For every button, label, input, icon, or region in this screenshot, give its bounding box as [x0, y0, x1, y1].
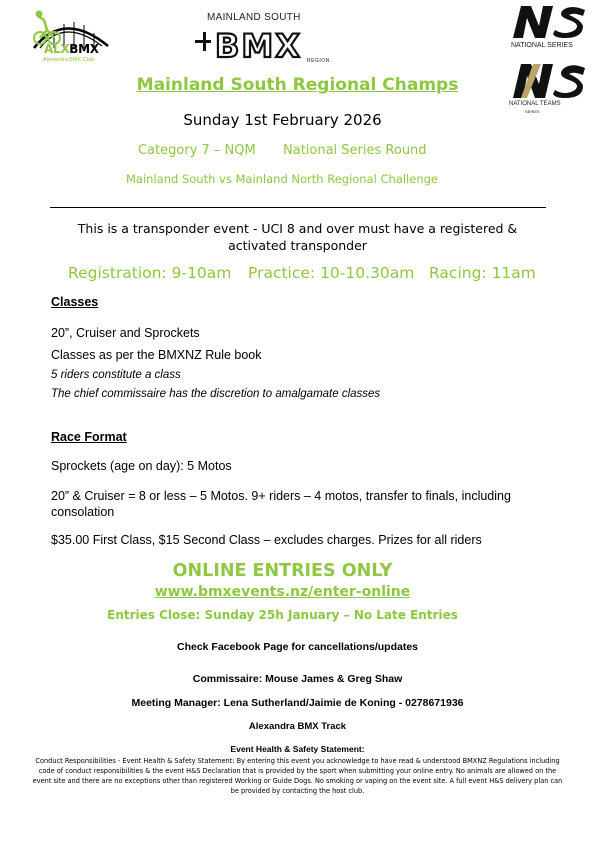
event-date: Sunday 1st February 2026 [183, 111, 382, 129]
alexandra-bmx-club-logo [28, 8, 113, 66]
page-title: Mainland South Regional Champs [136, 75, 459, 95]
race-format-line: 20” & Cruiser = 8 or less – 5 Motos. 9+ riders – 4 motos, transfer to finals, including consolation [51, 489, 511, 519]
alx-text: ALX [44, 42, 70, 56]
alx-subtitle: Alexandra BMX Club [43, 57, 95, 63]
racing-time: Racing: 11am [429, 264, 536, 282]
meeting-manager: Meeting Manager: Lena Sutherland/Jaimie de Koning - 0278671936 [131, 697, 464, 709]
national-series-logo [505, 2, 591, 54]
bmx-text: BMX [69, 42, 99, 56]
venue: Alexandra BMX Track [248, 721, 347, 732]
commissaire: Commissaire: Mouse James & Greg Shaw [192, 673, 403, 685]
race-format-heading: Race Format [51, 430, 127, 444]
mainland-south-logo-text: MAINLAND SOUTH [207, 12, 301, 23]
national-teams-caption: NATIONAL TEAMS [509, 101, 561, 107]
divider [50, 207, 546, 208]
event-category: Category 7 – NQM [138, 143, 256, 158]
classes-line: The chief commissaire has the discretion to amalgamate classes [51, 388, 381, 400]
transponder-notice: This is a transponder event - UCI 8 and over must have a registered & activated transponder [77, 221, 518, 253]
mainland-south-bmx-logo [195, 10, 345, 68]
classes-line: Classes as per the BMXNZ Rule book [51, 348, 262, 362]
event-round: National Series Round [283, 143, 427, 158]
race-format-line: Sprockets (age on day): 5 Motos [51, 459, 232, 473]
health-safety-statement: Conduct Responsibilities - Event Health & Safety Statement: By entering this event you acknowledge to have read & understood BMXNZ Regulations including code of conduct responsibilities & the event H&S Declaration that is provided by the sport when submitting your online entry. No animals are allowed on the event site and there are no exceptions other than registered Working or Guide Dogs. No smoking or vaping on the event site. A full event H&S delivery plan can be provided by contacting the host club. [32, 757, 563, 795]
classes-heading: Classes [51, 295, 99, 309]
ns-monogram-icon [505, 2, 591, 42]
entries-close: Entries Close: Sunday 25h January – No Late Entries [107, 608, 458, 622]
national-series-caption: NATIONAL SERIES [511, 42, 573, 49]
national-teams-caption-series: SERIES [525, 109, 540, 114]
regional-challenge: Mainland South vs Mainland North Regional Challenge [126, 172, 438, 186]
classes-line: 5 riders constitute a class [51, 369, 181, 381]
race-format-line: $35.00 First Class, $15 Second Class – excludes charges. Prizes for all riders [51, 533, 482, 547]
bmx-logo-text: BMX [215, 27, 302, 65]
practice-time: Practice: 10-10.30am [248, 264, 415, 282]
classes-line: 20”, Cruiser and Sprockets [51, 326, 200, 340]
entries-link[interactable]: www.bmxevents.nz/enter-online [154, 584, 411, 600]
health-safety-heading: Event Health & Safety Statement: [230, 744, 365, 754]
region-logo-text: REGION [307, 58, 330, 64]
facebook-notice: Check Facebook Page for cancellations/updates [177, 641, 418, 653]
registration-time: Registration: 9-10am [68, 264, 232, 282]
online-entries-heading: ONLINE ENTRIES ONLY [172, 561, 393, 581]
